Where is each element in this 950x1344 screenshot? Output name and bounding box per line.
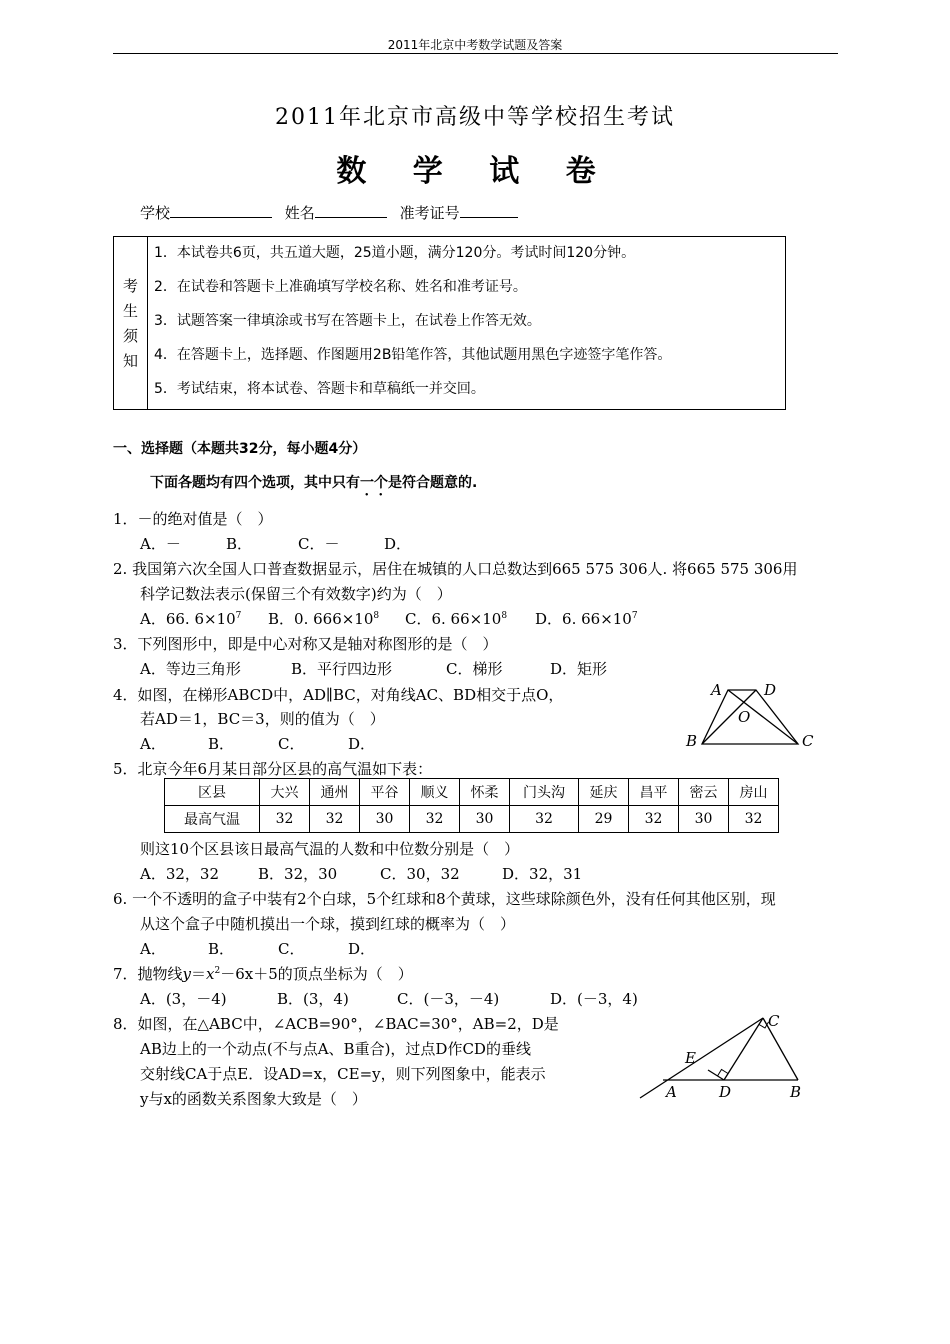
q3-option-a: A．等边三角形 — [140, 660, 241, 678]
q1-option-d: D． — [384, 535, 412, 553]
notice-item: 4．在答题卡上，选择题、作图题用2B铅笔作答，其他试题用黑色字迹签字笔作答。 — [154, 347, 672, 363]
q8-stem-cont: AB边上的一个动点(不与点A、B重合)，过点D作CD的垂线 — [140, 1040, 531, 1058]
name-blank[interactable] — [315, 203, 387, 218]
q2-option-d: D．6. $66\times 10^7$ — [535, 610, 638, 628]
q5-stem-cont: 则这10个区县该日最高气温的人数和中位数分别是（ ） — [140, 840, 520, 858]
segment-de — [708, 1070, 724, 1080]
q2-option-a: A．66. $6\times 10^7$ — [140, 610, 242, 628]
label-d: D — [764, 681, 777, 699]
name-label: 姓名 — [284, 204, 315, 222]
table-cell: 29 — [579, 806, 629, 833]
triangle-figure — [630, 1008, 810, 1104]
q5-stem: 5．北京今年6月某日部分区县的高气温如下表： — [113, 760, 433, 778]
q3-option-d: D．矩形 — [550, 660, 608, 678]
q3-option-b: B．平行四边形 — [291, 660, 393, 678]
label-c: C — [768, 1012, 780, 1030]
table-cell: 区县 — [165, 779, 260, 806]
trapezoid-figure — [680, 678, 820, 754]
q4-option-a: A． — [140, 735, 166, 753]
segment-cd — [724, 1018, 763, 1080]
q3-option-c: C．梯形 — [446, 660, 503, 678]
exam-id-label: 准考证号 — [399, 204, 460, 222]
label-a: A — [711, 681, 722, 699]
student-info-line — [140, 202, 526, 223]
table-cell: 大兴 — [260, 779, 310, 806]
q1-option-c: C．－ — [298, 535, 340, 553]
paper-title: 数 学 试 卷 — [336, 154, 614, 189]
notice-item: 2．在试卷和答题卡上准确填写学校名称、姓名和准考证号。 — [154, 279, 527, 295]
q2-option-c: C．6. $66\times 10^8$ — [405, 610, 508, 628]
table-cell: 顺义 — [410, 779, 460, 806]
q2-option-b: B．0. $666\times 10^8$ — [268, 610, 380, 628]
table-cell: 通州 — [310, 779, 360, 806]
section-instruction: 下面各题均有四个选项，其中只有一个是符合题意的. — [150, 475, 478, 491]
table-cell: 平谷 — [360, 779, 410, 806]
table-cell: 32 — [729, 806, 779, 833]
table-cell: 32 — [310, 806, 360, 833]
q5-option-a: A．32，32 — [140, 865, 220, 883]
q6-option-a: A． — [140, 940, 166, 958]
label-b: B — [790, 1083, 802, 1101]
q4-stem: 4．如图，在梯形ABCD中，AD∥BC，对角线AC、BD相交于点O， — [113, 686, 564, 704]
table-cell: 延庆 — [579, 779, 629, 806]
q5-option-d: D．32，31 — [502, 865, 583, 883]
exam-id-blank[interactable] — [460, 203, 518, 218]
label-d: D — [719, 1083, 732, 1101]
q5-option-b: B．32，30 — [258, 865, 338, 883]
table-cell: 32 — [260, 806, 310, 833]
label-a: A — [666, 1083, 677, 1101]
notice-item: 3．试题答案一律填涂或书写在答题卡上，在试卷上作答无效。 — [154, 313, 541, 329]
label-b: B — [686, 732, 698, 750]
q4-option-c: C． — [278, 735, 305, 753]
section-title: 一、选择题（本题共32分，每小题4分） — [113, 441, 367, 457]
q2-stem: 2. 我国第六次全国人口普查数据显示，居住在城镇的人口总数达到665 575 306人. 将665 575 306用 — [113, 560, 798, 578]
label-e: E — [685, 1049, 696, 1067]
q3-stem: 3．下列图形中，即是中心对称又是轴对称图形的是（ ） — [113, 635, 498, 653]
table-row — [165, 779, 779, 806]
q4-option-d: D． — [348, 735, 376, 753]
table-cell: 32 — [510, 806, 579, 833]
q6-stem: 6. 一个不透明的盒子中装有2个白球，5个红球和8个黄球，这些球除颜色外，没有任何其他区别，现 — [113, 890, 776, 908]
school-label: 学校 — [140, 204, 171, 222]
table-cell: 32 — [629, 806, 679, 833]
q4-option-b: B． — [208, 735, 235, 753]
table-cell: 昌平 — [629, 779, 679, 806]
notice-box — [113, 236, 786, 410]
exam-title: 2011年北京市高级中等学校招生考试 — [275, 105, 675, 130]
table-cell: 房山 — [729, 779, 779, 806]
label-o: O — [738, 708, 751, 726]
table-row — [165, 806, 779, 833]
table-cell: 最高气温 — [165, 806, 260, 833]
q6-option-c: C． — [278, 940, 305, 958]
q8-stem-cont: y与x的函数关系图象大致是（ ） — [140, 1090, 367, 1108]
notice-label: 考 生 须 知 — [114, 237, 148, 409]
q8-stem: 8．如图，在△ABC中，∠ACB=90°，∠BAC=30°，AB=2，D是 — [113, 1015, 559, 1033]
table-cell: 怀柔 — [460, 779, 510, 806]
q4-stem-cont: 若AD＝1，BC＝3，则的值为（ ） — [140, 710, 385, 728]
table-cell: 门头沟 — [510, 779, 579, 806]
notice-item: 5．考试结束，将本试卷、答题卡和草稿纸一并交回。 — [154, 381, 485, 397]
label-c: C — [802, 732, 814, 750]
q7-option-c: C．(－3，－4) — [397, 990, 500, 1008]
ray-ca — [640, 1018, 763, 1098]
table-cell: 30 — [360, 806, 410, 833]
q1-option-a: A．－ — [140, 535, 181, 553]
q1-option-b: B． — [226, 535, 253, 553]
q7-option-a: A．(3，－4) — [140, 990, 227, 1008]
table-cell: 30 — [679, 806, 729, 833]
school-blank[interactable] — [170, 203, 272, 218]
q6-option-d: D． — [348, 940, 376, 958]
q7-option-b: B．(3，4) — [277, 990, 349, 1008]
q8-stem-cont: 交射线CA于点E．设AD=x，CE=y，则下列图象中，能表示 — [140, 1065, 546, 1083]
temperature-table — [164, 778, 779, 833]
table-cell: 密云 — [679, 779, 729, 806]
q6-stem-cont: 从这个盒子中随机摸出一个球，摸到红球的概率为（ ） — [140, 915, 516, 933]
header-rule — [113, 53, 838, 54]
q2-stem-cont: 科学记数法表示(保留三个有效数字)约为（ ） — [140, 585, 452, 603]
q6-option-b: B． — [208, 940, 235, 958]
running-header: 2011年北京中考数学试题及答案 — [387, 38, 563, 52]
q1-stem: 1．－的绝对值是（ ） — [113, 510, 273, 528]
q7-stem: 7．抛物线$y=x^2-6x+5$的顶点坐标为（ ） — [113, 965, 413, 983]
table-cell: 30 — [460, 806, 510, 833]
q5-option-c: C．30，32 — [380, 865, 460, 883]
table-cell: 32 — [410, 806, 460, 833]
notice-item: 1．本试卷共6页，共五道大题，25道小题，满分120分。考试时间120分钟。 — [154, 245, 636, 261]
q7-option-d: D．(－3，4) — [550, 990, 638, 1008]
